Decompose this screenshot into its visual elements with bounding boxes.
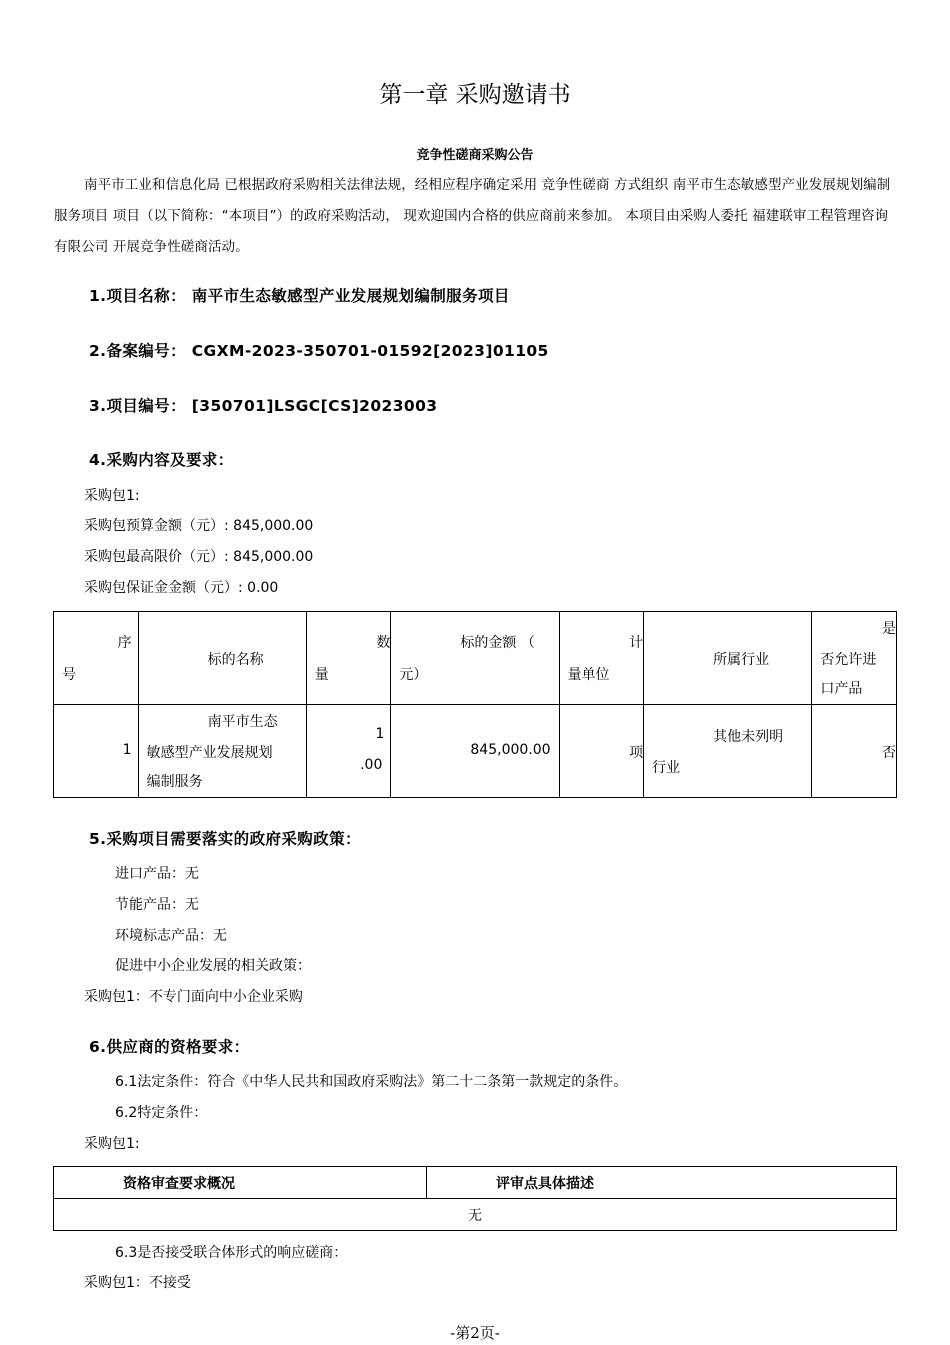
section-qualifications: 6.供应商的资格要求： — [89, 1038, 250, 1056]
section-filing-number: 2.备案编号： CGXM-2023-350701-01592[2023]01105 — [89, 342, 549, 360]
qualification-table-header-row — [54, 1167, 897, 1199]
items-table-header-row — [54, 612, 897, 705]
qualification-table — [53, 1166, 897, 1231]
chapter-title: 第一章 采购邀请书 — [379, 82, 571, 108]
policy-sme-package: 采购包1：不专门面向中小企业采购 — [84, 989, 303, 1005]
section-policies: 5.采购项目需要落实的政府采购政策： — [89, 830, 361, 848]
qualification-legal: 6.1法定条件：符合《中华人民共和国政府采购法》第二十二条第一款规定的条件。 — [115, 1074, 628, 1090]
policy-energy: 节能产品：无 — [115, 897, 199, 913]
intro-paragraph: 南平市工业和信息化局 已根据政府采购相关法律法规，经相应程序确定采用 竞争性磋商 方式组织 南平市生态敏感型产业发展规划编制服务项目 项目（以下简称：“本项目”）的政府采购活动， 现欢迎国内合格的供应商前来参加。 本项目由采购人委托 福建联审工程管理咨询有限公司 开展竞争性磋商活动。 — [54, 177, 891, 255]
page-number: -第2页- — [450, 1324, 500, 1342]
qualification-specific: 6.2特定条件： — [115, 1105, 208, 1121]
cell-seq: 1 — [54, 705, 139, 798]
header-quantity: 数 量 — [306, 612, 391, 705]
cell-quantity: 1 .00 — [306, 705, 391, 798]
announcement-subtitle: 竞争性磋商采购公告 — [416, 148, 534, 163]
header-import-allowed: 是 否允许进 口产品 — [812, 612, 897, 705]
qualification-package: 采购包1: — [84, 1136, 140, 1152]
header-name: 标的名称 — [138, 612, 306, 705]
section-project-number: 3.项目编号： [350701]LSGC[CS]2023003 — [89, 397, 438, 415]
cell-unit: 项 — [559, 705, 644, 798]
qualification-consortium-package: 采购包1：不接受 — [84, 1275, 191, 1291]
table-row — [54, 1199, 897, 1231]
section-project-name: 1.项目名称： 南平市生态敏感型产业发展规划编制服务项目 — [89, 287, 510, 305]
table-row — [54, 705, 897, 798]
header-industry: 所属行业 — [644, 612, 812, 705]
cell-industry: 其他未列明 行业 — [644, 705, 812, 798]
items-table — [53, 611, 897, 798]
policy-import: 进口产品：无 — [115, 866, 199, 882]
header-review-description: 评审点具体描述 — [427, 1167, 897, 1199]
cell-amount: 845,000.00 — [391, 705, 559, 798]
section-procurement-content: 4.采购内容及要求： — [89, 451, 234, 469]
policy-environment: 环境标志产品：无 — [115, 928, 227, 944]
cell-import-allowed: 否 — [812, 705, 897, 798]
package-label: 采购包1: — [84, 488, 140, 504]
qualification-table-value: 无 — [54, 1199, 897, 1231]
package-budget: 采购包预算金额（元）: 845,000.00 — [84, 518, 314, 534]
policy-sme: 促进中小企业发展的相关政策： — [115, 958, 311, 974]
header-qualification-overview: 资格审查要求概况 — [54, 1167, 427, 1199]
cell-name: 南平市生态 敏感型产业发展规划 编制服务 — [138, 705, 306, 798]
header-unit: 计 量单位 — [559, 612, 644, 705]
header-seq: 序 号 — [54, 612, 139, 705]
header-amount: 标的金额 （ 元） — [391, 612, 559, 705]
package-max-price: 采购包最高限价（元）: 845,000.00 — [84, 549, 314, 565]
package-deposit: 采购包保证金金额（元）: 0.00 — [84, 580, 279, 596]
qualification-consortium: 6.3是否接受联合体形式的响应磋商： — [115, 1245, 348, 1261]
